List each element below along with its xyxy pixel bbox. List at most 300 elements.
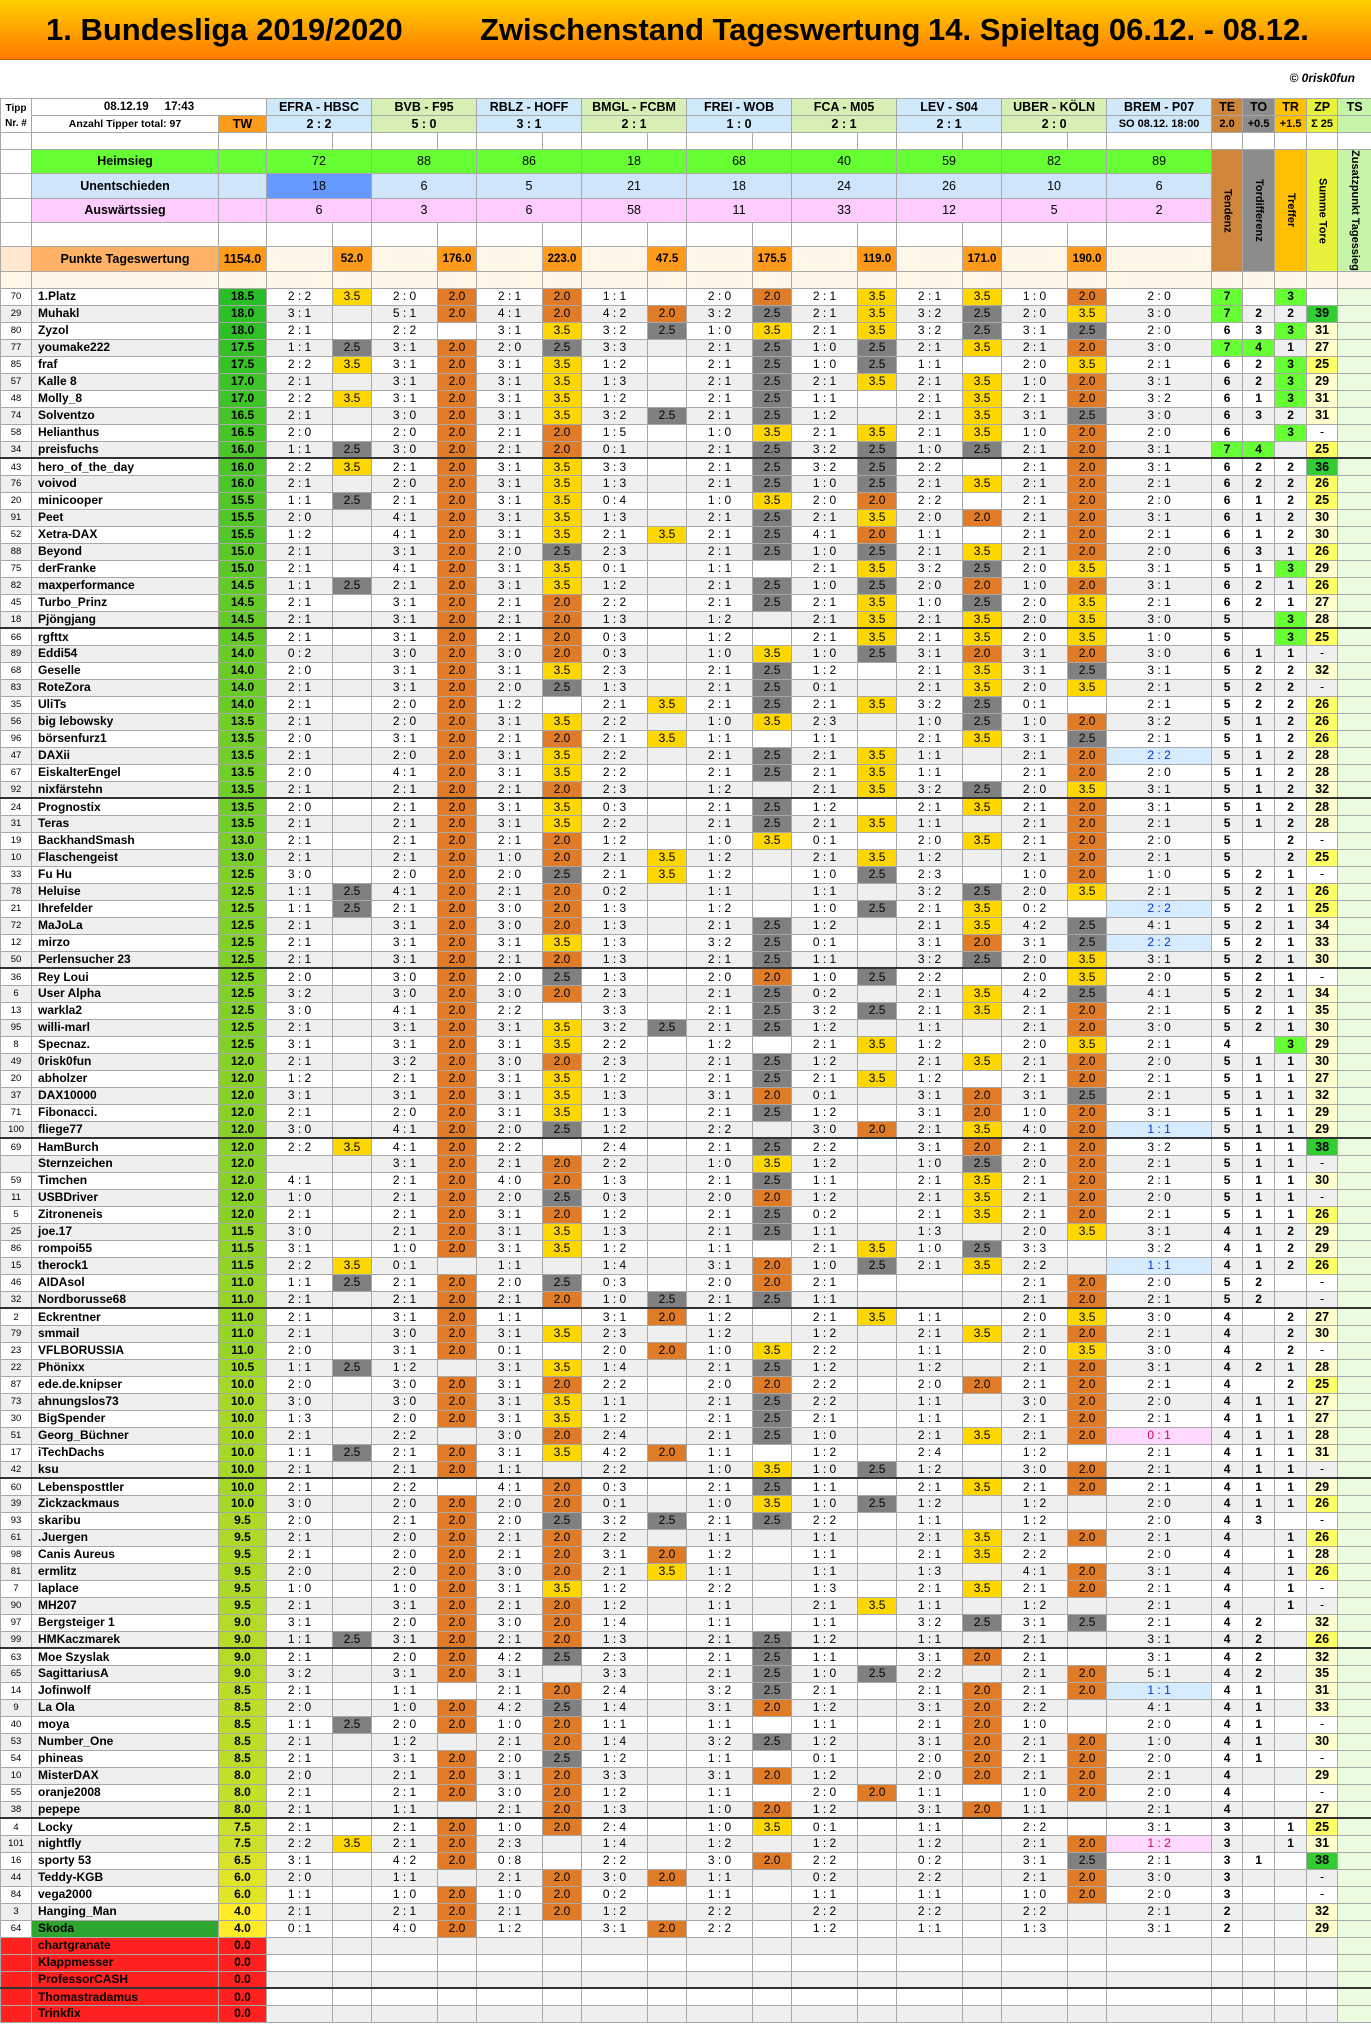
tip-cell: 1 : 2 [582, 1121, 648, 1138]
points-cell: 2.5 [753, 339, 792, 356]
te-cell: 4 [1212, 1546, 1243, 1563]
tip-cell: 2 : 1 [267, 1104, 333, 1121]
tip-cell [1002, 1954, 1068, 1971]
points-cell: 2.0 [438, 305, 477, 322]
tr-cell: 2 [1275, 1308, 1307, 1325]
blank-cell [333, 271, 372, 288]
tip-cell: 2 : 2 [792, 1512, 858, 1529]
tip-cell: 3 : 2 [897, 781, 963, 798]
te-cell: 3 [1212, 1886, 1243, 1903]
tip-cell: 2 : 1 [792, 611, 858, 628]
tip-cell [792, 1937, 858, 1954]
tip-cell: 1 : 4 [582, 1699, 648, 1716]
tipp-nr: 69 [1, 1138, 32, 1155]
header-row-games [1, 99, 1371, 116]
open-game-tip: 3 : 1 [1107, 373, 1212, 390]
tipper-name: Solventzo [32, 407, 219, 424]
points-cell: 2.5 [963, 594, 1002, 611]
zp-cell: 28 [1307, 611, 1338, 628]
tipp-nr: 98 [1, 1546, 32, 1563]
tip-cell: 2 : 0 [687, 288, 753, 305]
ts-cell [1338, 1937, 1371, 1954]
points-cell [333, 305, 372, 322]
points-cell: 2.5 [753, 441, 792, 458]
game-points: 52.0 [333, 247, 372, 271]
points-cell [648, 1716, 687, 1733]
points-cell: 3.5 [1068, 560, 1107, 577]
tipp-nr: 38 [1, 1801, 32, 1818]
open-game-tip: 2 : 0 [1107, 492, 1212, 509]
tip-cell: 1 : 0 [897, 1155, 963, 1172]
points-cell [333, 645, 372, 662]
open-game-tip: 2 : 0 [1107, 1750, 1212, 1767]
tip-cell: 2 : 1 [1002, 526, 1068, 543]
open-game-tip: 3 : 1 [1107, 1818, 1212, 1835]
tr-cell: 1 [1275, 543, 1307, 560]
te-cell: 4 [1212, 1444, 1243, 1461]
tip-cell: 2 : 2 [687, 1920, 753, 1937]
points-cell [648, 492, 687, 509]
tipp-nr: 56 [1, 713, 32, 730]
points-cell [858, 1529, 897, 1546]
tipper-name: HamBurch [32, 1138, 219, 1155]
points-cell: 3.5 [963, 798, 1002, 815]
tip-cell: 2 : 1 [372, 849, 438, 866]
tip-cell: 1 : 1 [687, 883, 753, 900]
tip-cell: 1 : 0 [687, 1155, 753, 1172]
points-cell: 2.0 [1068, 475, 1107, 492]
to-cell: 2 [1243, 1002, 1275, 1019]
points-cell: 2.0 [438, 526, 477, 543]
open-game-tip: 2 : 1 [1107, 475, 1212, 492]
points-cell [333, 730, 372, 747]
tip-cell: 0 : 2 [792, 1206, 858, 1223]
tip-cell: 3 : 1 [897, 1087, 963, 1104]
tip-cell: 2 : 1 [1002, 390, 1068, 407]
tip-cell: 3 : 1 [897, 1138, 963, 1155]
points-cell [858, 1580, 897, 1597]
tip-cell: 3 : 0 [477, 1563, 543, 1580]
tr-cell: 2 [1275, 662, 1307, 679]
open-game-tip: 1 : 1 [1107, 1257, 1212, 1274]
points-cell: 2.0 [438, 1461, 477, 1478]
tip-cell: 3 : 1 [1002, 1087, 1068, 1104]
tipper-name: Prognostix [32, 798, 219, 815]
tip-cell: 2 : 0 [372, 1495, 438, 1512]
tip-cell: 1 : 4 [582, 1257, 648, 1274]
tip-cell: 2 : 1 [1002, 1580, 1068, 1597]
tip-cell: 1 : 2 [582, 1750, 648, 1767]
points-cell: 2.5 [543, 679, 582, 696]
points-cell: 3.5 [333, 1257, 372, 1274]
tr-cell: 3 [1275, 356, 1307, 373]
points-cell [1068, 1699, 1107, 1716]
tip-cell: 2 : 1 [267, 1291, 333, 1308]
tip-cell: 1 : 2 [897, 1359, 963, 1376]
points-cell: 3.5 [963, 900, 1002, 917]
zp-cell: 30 [1307, 509, 1338, 526]
tip-cell: 3 : 2 [582, 407, 648, 424]
points-cell: 3.5 [1068, 594, 1107, 611]
tipp-nr: 39 [1, 1495, 32, 1512]
points-cell [648, 628, 687, 645]
table-row [1, 1665, 1371, 1682]
tip-cell: 2 : 1 [792, 509, 858, 526]
tagespunkte: 18.0 [219, 322, 267, 339]
points-cell [648, 1971, 687, 1988]
zp-cell: 26 [1307, 1529, 1338, 1546]
te-cell: 3 [1212, 1818, 1243, 1835]
te-cell: 4 [1212, 1784, 1243, 1801]
tip-cell: 3 : 1 [897, 1733, 963, 1750]
tip-cell: 1 : 1 [687, 1240, 753, 1257]
tipper-name: phineas [32, 1750, 219, 1767]
open-game-tip: 2 : 0 [1107, 1716, 1212, 1733]
tip-cell: 1 : 2 [687, 611, 753, 628]
points-cell: 2.5 [753, 305, 792, 322]
tip-cell: 2 : 2 [792, 1376, 858, 1393]
tip-cell: 3 : 0 [477, 1784, 543, 1801]
points-cell: 2.0 [1068, 1767, 1107, 1784]
te-cell: 7 [1212, 339, 1243, 356]
te-cell: 4 [1212, 1597, 1243, 1614]
spacer-cell [897, 133, 963, 150]
table-row [1, 1223, 1371, 1240]
blank-cell [438, 271, 477, 288]
tip-cell [897, 1954, 963, 1971]
points-cell [333, 1410, 372, 1427]
tip-cell: 2 : 1 [1002, 1325, 1068, 1342]
points-cell [963, 1869, 1002, 1886]
points-cell: 2.0 [543, 424, 582, 441]
zp-cell: 26 [1307, 1631, 1338, 1648]
stats-row-away [1, 198, 1371, 222]
points-cell: 2.0 [543, 441, 582, 458]
points-cell [963, 1954, 1002, 1971]
tip-cell: 3 : 0 [477, 645, 543, 662]
points-cell: 2.0 [438, 1393, 477, 1410]
zp-cell: 25 [1307, 628, 1338, 645]
points-cell [963, 458, 1002, 475]
tip-cell: 3 : 2 [897, 560, 963, 577]
tip-cell: 2 : 1 [687, 1002, 753, 1019]
tip-cell: 1 : 2 [792, 662, 858, 679]
points-cell: 3.5 [543, 713, 582, 730]
tagespunkte: 13.5 [219, 747, 267, 764]
points-cell [753, 781, 792, 798]
tip-cell: 2 : 1 [1002, 1206, 1068, 1223]
tip-cell: 3 : 2 [372, 1053, 438, 1070]
tagespunkte: 13.5 [219, 781, 267, 798]
table-row [1, 934, 1371, 951]
ts-cell [1338, 1444, 1371, 1461]
tr-cell: 2 [1275, 305, 1307, 322]
points-cell [858, 1138, 897, 1155]
tip-cell: 2 : 2 [792, 1393, 858, 1410]
tip-cell: 1 : 0 [1002, 424, 1068, 441]
tr-cell [1275, 1954, 1307, 1971]
ts-cell [1338, 1750, 1371, 1767]
ts-cell [1338, 475, 1371, 492]
tip-cell: 2 : 1 [372, 1444, 438, 1461]
zp-cell: 29 [1307, 1104, 1338, 1121]
tipper-name: Lebensposttler [32, 1478, 219, 1495]
tagespunkte: 12.0 [219, 1138, 267, 1155]
open-game-tip: 2 : 1 [1107, 1852, 1212, 1869]
points-cell: 3.5 [543, 1036, 582, 1053]
stats-value: 3 [372, 198, 477, 222]
tip-cell: 1 : 2 [1002, 1597, 1068, 1614]
zp-cell: - [1307, 1784, 1338, 1801]
te-cell: 7 [1212, 305, 1243, 322]
table-row [1, 1070, 1371, 1087]
points-cell: 3.5 [858, 815, 897, 832]
points-cell: 2.0 [543, 1546, 582, 1563]
tip-cell: 1 : 1 [267, 1274, 333, 1291]
table-row [1, 1138, 1371, 1155]
points-cell [333, 968, 372, 985]
points-cell: 2.5 [963, 883, 1002, 900]
blank-cell [648, 271, 687, 288]
points-cell [333, 951, 372, 968]
tipper-name: warkla2 [32, 1002, 219, 1019]
tip-cell: 2 : 1 [897, 1546, 963, 1563]
te-cell [1212, 1937, 1243, 1954]
open-game-tip: 2 : 0 [1107, 1189, 1212, 1206]
tagespunkte: 8.0 [219, 1784, 267, 1801]
tagespunkte: 14.5 [219, 594, 267, 611]
table-row [1, 1614, 1371, 1631]
tip-cell: 3 : 0 [267, 1121, 333, 1138]
tagespunkte: 9.0 [219, 1631, 267, 1648]
table-row [1, 424, 1371, 441]
tipp-nr: 101 [1, 1835, 32, 1852]
tip-cell: 0 : 1 [792, 1087, 858, 1104]
to-cell [1243, 1784, 1275, 1801]
tip-cell: 1 : 2 [687, 1308, 753, 1325]
te-cell: 5 [1212, 1155, 1243, 1172]
to-cell: 2 [1243, 951, 1275, 968]
tip-cell: 2 : 1 [687, 1104, 753, 1121]
spacer-cell [333, 133, 372, 150]
points-cell [438, 322, 477, 339]
tip-cell: 2 : 1 [897, 339, 963, 356]
tipp-nr: 32 [1, 1291, 32, 1308]
table-row [1, 1495, 1371, 1512]
points-cell: 2.0 [753, 288, 792, 305]
spacer-cell [1, 133, 32, 150]
points-cell [333, 781, 372, 798]
points-cell [648, 1852, 687, 1869]
tip-cell: 3 : 0 [1002, 1393, 1068, 1410]
tip-cell: 2 : 1 [687, 1648, 753, 1665]
tip-cell: 2 : 3 [477, 1835, 543, 1852]
spacer-cell [372, 223, 438, 247]
tip-cell: 1 : 2 [792, 1189, 858, 1206]
tagespunkte: 0.0 [219, 2005, 267, 2022]
points-cell: 2.0 [1068, 1580, 1107, 1597]
te-cell: 5 [1212, 1189, 1243, 1206]
spacer-cell [687, 133, 753, 150]
tip-cell: 2 : 1 [267, 560, 333, 577]
points-cell: 2.5 [543, 1699, 582, 1716]
te-cell: 3 [1212, 1835, 1243, 1852]
points-cell: 2.0 [543, 594, 582, 611]
points-cell: 2.0 [438, 1580, 477, 1597]
tr-cell: 1 [1275, 1495, 1307, 1512]
points-cell: 2.0 [438, 1240, 477, 1257]
open-game-tip: 3 : 0 [1107, 407, 1212, 424]
tip-cell: 2 : 2 [372, 1427, 438, 1444]
tip-cell: 3 : 3 [582, 1767, 648, 1784]
points-cell [648, 798, 687, 815]
open-game-tip: 2 : 1 [1107, 1325, 1212, 1342]
tip-cell: 2 : 0 [687, 1376, 753, 1393]
ts-cell [1338, 1138, 1371, 1155]
points-empty [477, 247, 543, 271]
zp-cell: 33 [1307, 1699, 1338, 1716]
ts-cell [1338, 1512, 1371, 1529]
tip-cell: 1 : 2 [1002, 1444, 1068, 1461]
open-game-tip: 2 : 1 [1107, 1002, 1212, 1019]
te-cell: 5 [1212, 1053, 1243, 1070]
points-cell [1068, 1546, 1107, 1563]
points-cell: 2.0 [438, 1206, 477, 1223]
open-game-tip: 2 : 1 [1107, 1155, 1212, 1172]
ts-cell [1338, 373, 1371, 390]
tip-cell: 2 : 1 [267, 1903, 333, 1920]
points-cell: 2.0 [438, 390, 477, 407]
tip-cell: 1 : 0 [687, 492, 753, 509]
points-cell: 2.5 [858, 968, 897, 985]
points-cell: 2.5 [753, 577, 792, 594]
tip-cell: 3 : 3 [582, 339, 648, 356]
tip-cell: 4 : 1 [372, 1002, 438, 1019]
tip-cell: 3 : 1 [477, 1036, 543, 1053]
points-cell: 2.0 [1068, 441, 1107, 458]
tip-cell: 2 : 0 [477, 1750, 543, 1767]
points-cell: 3.5 [543, 1104, 582, 1121]
tip-cell: 2 : 1 [687, 1291, 753, 1308]
points-cell [963, 1988, 1002, 2005]
points-cell [333, 475, 372, 492]
tip-cell: 2 : 1 [687, 1665, 753, 1682]
tip-cell: 1 : 1 [477, 1257, 543, 1274]
te-cell: 5 [1212, 917, 1243, 934]
points-cell [648, 985, 687, 1002]
tipper-name: iTechDachs [32, 1444, 219, 1461]
tip-cell: 3 : 0 [477, 1053, 543, 1070]
table-row [1, 441, 1371, 458]
tipp-nr: 63 [1, 1648, 32, 1665]
points-cell: 2.5 [753, 1665, 792, 1682]
points-cell [333, 713, 372, 730]
tip-cell: 2 : 1 [792, 1597, 858, 1614]
tip-cell: 1 : 1 [792, 390, 858, 407]
tip-cell: 2 : 2 [267, 1138, 333, 1155]
tip-cell: 1 : 0 [792, 356, 858, 373]
points-cell [438, 1427, 477, 1444]
tagespunkte: 9.5 [219, 1580, 267, 1597]
tagespunkte: 15.0 [219, 560, 267, 577]
table-row [1, 1903, 1371, 1920]
zp-cell: 26 [1307, 696, 1338, 713]
ts-cell [1338, 526, 1371, 543]
tipp-nr: 55 [1, 1784, 32, 1801]
tip-cell: 2 : 1 [372, 1784, 438, 1801]
ts-cell [1338, 1852, 1371, 1869]
tr-cell: 1 [1275, 1002, 1307, 1019]
points-cell: 2.0 [543, 1903, 582, 1920]
tr-cell: 1 [1275, 645, 1307, 662]
points-cell [333, 1699, 372, 1716]
points-row [1, 247, 1371, 271]
open-game-tip: 2 : 1 [1107, 594, 1212, 611]
tagespunkte: 11.0 [219, 1291, 267, 1308]
points-cell: 3.5 [543, 1444, 582, 1461]
points-cell: 2.0 [543, 1563, 582, 1580]
points-cell: 3.5 [963, 662, 1002, 679]
tip-cell: 3 : 1 [582, 1920, 648, 1937]
open-game-tip: 2 : 0 [1107, 764, 1212, 781]
zp-cell: 34 [1307, 985, 1338, 1002]
ts-cell [1338, 747, 1371, 764]
tipper-name: Beyond [32, 543, 219, 560]
points-cell [1068, 1971, 1107, 1988]
tipper-name: Phönixx [32, 1359, 219, 1376]
tip-cell: 2 : 0 [687, 1189, 753, 1206]
tagespunkte: 6.0 [219, 1886, 267, 1903]
points-cell [858, 1512, 897, 1529]
tip-cell: 1 : 2 [792, 1444, 858, 1461]
tip-cell: 2 : 0 [1002, 951, 1068, 968]
points-cell [333, 1937, 372, 1954]
points-cell [963, 1784, 1002, 1801]
tip-cell: 2 : 2 [1002, 1257, 1068, 1274]
tip-cell: 2 : 1 [687, 747, 753, 764]
tr-cell [1275, 1682, 1307, 1699]
tip-cell: 1 : 2 [897, 1070, 963, 1087]
te-cell: 4 [1212, 1512, 1243, 1529]
tip-cell: 3 : 0 [267, 1495, 333, 1512]
ts-cell [1338, 1920, 1371, 1937]
points-cell: 2.0 [1068, 492, 1107, 509]
game-teams-header: BMGL - FCBM [582, 99, 687, 116]
tipp-nr: 85 [1, 356, 32, 373]
tip-cell: 1 : 2 [792, 1920, 858, 1937]
te-cell: 4 [1212, 1376, 1243, 1393]
points-cell: 2.0 [963, 1767, 1002, 1784]
tip-cell [687, 1988, 753, 2005]
tip-cell: 1 : 0 [792, 1461, 858, 1478]
tip-cell: 1 : 2 [372, 1359, 438, 1376]
open-game-tip: 3 : 2 [1107, 1240, 1212, 1257]
tip-cell: 1 : 2 [687, 628, 753, 645]
te-cell: 4 [1212, 1427, 1243, 1444]
tipp-nr: 99 [1, 1631, 32, 1648]
tagespunkte: 11.5 [219, 1240, 267, 1257]
tip-cell [582, 1954, 648, 1971]
table-row [1, 1886, 1371, 1903]
te-cell: 4 [1212, 1257, 1243, 1274]
tip-cell: 2 : 0 [1002, 679, 1068, 696]
tip-cell: 2 : 1 [267, 1019, 333, 1036]
tipp-nr: 88 [1, 543, 32, 560]
tip-cell: 3 : 1 [477, 407, 543, 424]
tip-cell: 3 : 1 [687, 1767, 753, 1784]
points-cell [648, 1478, 687, 1495]
tip-cell: 2 : 1 [1002, 1376, 1068, 1393]
